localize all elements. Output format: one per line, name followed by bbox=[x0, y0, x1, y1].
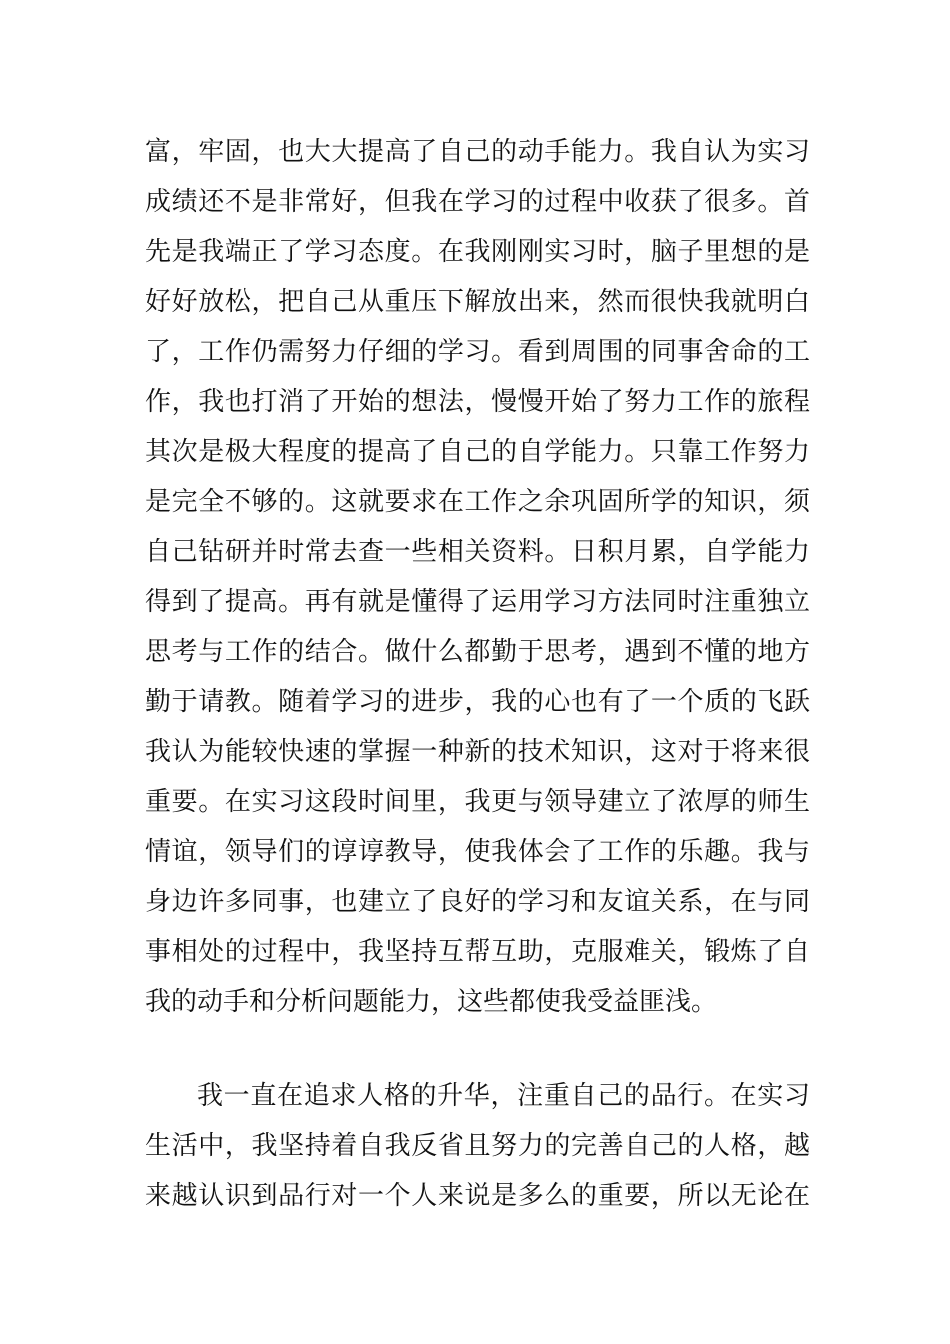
text-line: 了，工作仍需努力仔细的学习。看到周围的同事舍命的工 bbox=[145, 337, 810, 367]
text-line: 事相处的过程中，我坚持互帮互助，克服难关，锻炼了自 bbox=[145, 937, 810, 967]
text-line: 我认为能较快速的掌握一种新的技术知识，这对于将来很 bbox=[145, 737, 810, 767]
text-line: 思考与工作的结合。做什么都勤于思考，遇到不懂的地方 bbox=[145, 637, 810, 667]
text-line: 生活中，我坚持着自我反省且努力的完善自己的人格，越 bbox=[145, 1131, 810, 1161]
text-line: 身边许多同事，也建立了良好的学习和友谊关系，在与同 bbox=[145, 887, 810, 917]
text-line: 重要。在实习这段时间里，我更与领导建立了浓厚的师生 bbox=[145, 787, 810, 817]
text-line: 自己钻研并时常去查一些相关资料。日积月累，自学能力 bbox=[145, 537, 810, 567]
text-line: 是完全不够的。这就要求在工作之余巩固所学的知识，须 bbox=[145, 487, 810, 517]
text-line: 情谊，领导们的谆谆教导，使我体会了工作的乐趣。我与 bbox=[145, 837, 810, 867]
text-line: 好好放松，把自己从重压下解放出来，然而很快我就明白 bbox=[145, 287, 810, 317]
text-line: 我的动手和分析问题能力，这些都使我受益匪浅。 bbox=[145, 987, 718, 1017]
text-line: 成绩还不是非常好，但我在学习的过程中收获了很多。首 bbox=[145, 187, 810, 217]
text-line: 作，我也打消了开始的想法，慢慢开始了努力工作的旅程 bbox=[145, 387, 810, 417]
text-line: 富，牢固，也大大提高了自己的动手能力。我自认为实习 bbox=[145, 137, 810, 167]
paragraph-1 bbox=[145, 127, 810, 1027]
text-line: 得到了提高。再有就是懂得了运用学习方法同时注重独立 bbox=[145, 587, 810, 617]
text-line: 其次是极大程度的提高了自己的自学能力。只靠工作努力 bbox=[145, 437, 810, 467]
text-line: 我一直在追求人格的升华，注重自己的品行。在实习 bbox=[197, 1081, 810, 1111]
text-line: 来越认识到品行对一个人来说是多么的重要，所以无论在 bbox=[145, 1181, 810, 1211]
text-line: 先是我端正了学习态度。在我刚刚实习时，脑子里想的是 bbox=[145, 237, 810, 267]
text-line: 勤于请教。随着学习的进步，我的心也有了一个质的飞跃 bbox=[145, 687, 810, 717]
paragraph-2 bbox=[145, 1071, 810, 1221]
